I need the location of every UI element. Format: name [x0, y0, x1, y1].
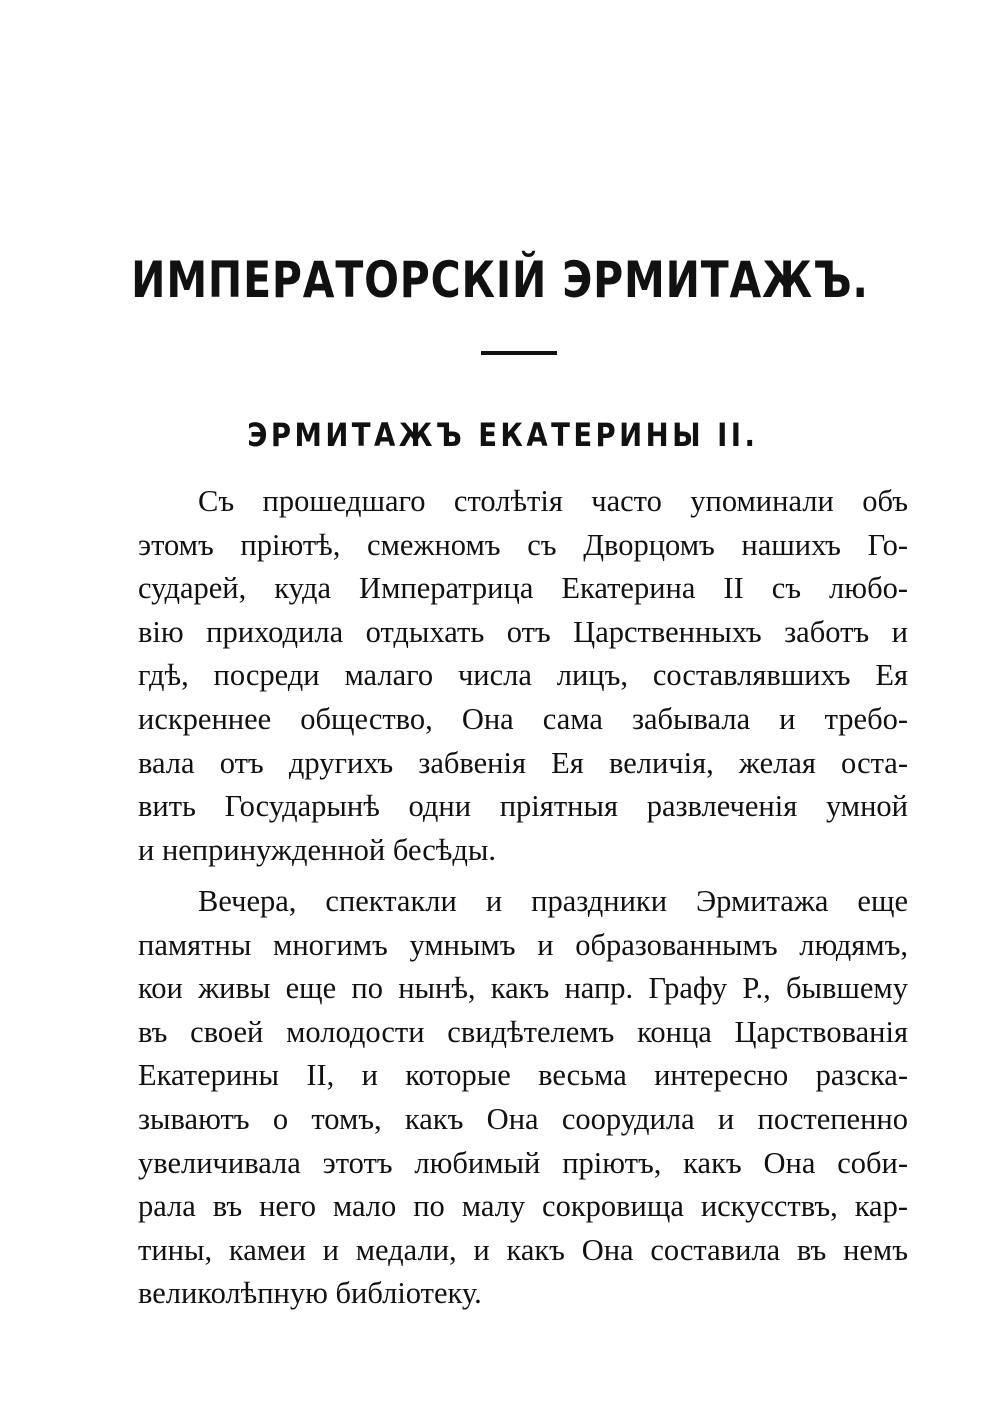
title-rule-divider	[481, 351, 557, 355]
section-heading: ЭРМИТАЖЪ ЕКАТЕРИНЫ II.	[247, 416, 759, 454]
text-line: памятны многимъ умнымъ и образованнымъ людямъ,	[138, 927, 908, 962]
text-line: великолѣпную библіотеку.	[138, 1276, 482, 1311]
paragraph-1	[138, 480, 908, 872]
paragraph-2	[138, 880, 908, 1316]
text-line: Съ прошедшаго столѣтія часто упоминали объ	[198, 484, 908, 518]
text-line: этомъ пріютѣ, смежномъ съ Дворцомъ нашихъ Го-	[138, 527, 908, 562]
text-line: въ своей молодости свидѣтелемъ конца Царствованія	[138, 1014, 908, 1049]
text-line: увеличивала этотъ любимый пріютъ, какъ Она соби-	[138, 1145, 908, 1180]
text-line: вію приходила отдыхать отъ Царственныхъ заботъ и	[138, 614, 908, 649]
text-line: искреннее общество, Она сама забывала и требо-	[138, 701, 908, 736]
text-line: кои живы еще по нынѣ, какъ напр. Графу Р., бывшему	[138, 971, 908, 1006]
page-title: ИМПЕРАТОРСКІЙ ЭРМИТАЖЪ.	[131, 251, 869, 309]
text-line: Екатерины II, и которые весьма интересно разска-	[138, 1058, 908, 1093]
text-line: вала отъ другихъ забвенія Ея величія, желая оста-	[138, 745, 908, 780]
text-line: рала въ него мало по малу сокровища искусствъ, кар-	[138, 1189, 908, 1224]
text-line: сударей, куда Императрица Екатерина II съ любо-	[138, 571, 908, 606]
text-line: гдѣ, посреди малаго числа лицъ, составлявшихъ Ея	[138, 658, 908, 693]
text-line: тины, камеи и медали, и какъ Она составила въ немъ	[138, 1232, 908, 1267]
text-line: и непринужденной бесѣды.	[138, 832, 496, 867]
text-line: вить Государынѣ одни пріятныя развлеченія умной	[138, 789, 908, 824]
text-line: Вечера, спектакли и праздники Эрмитажа еще	[198, 884, 908, 918]
text-line: зываютъ о томъ, какъ Она соорудила и постепенно	[138, 1101, 908, 1136]
